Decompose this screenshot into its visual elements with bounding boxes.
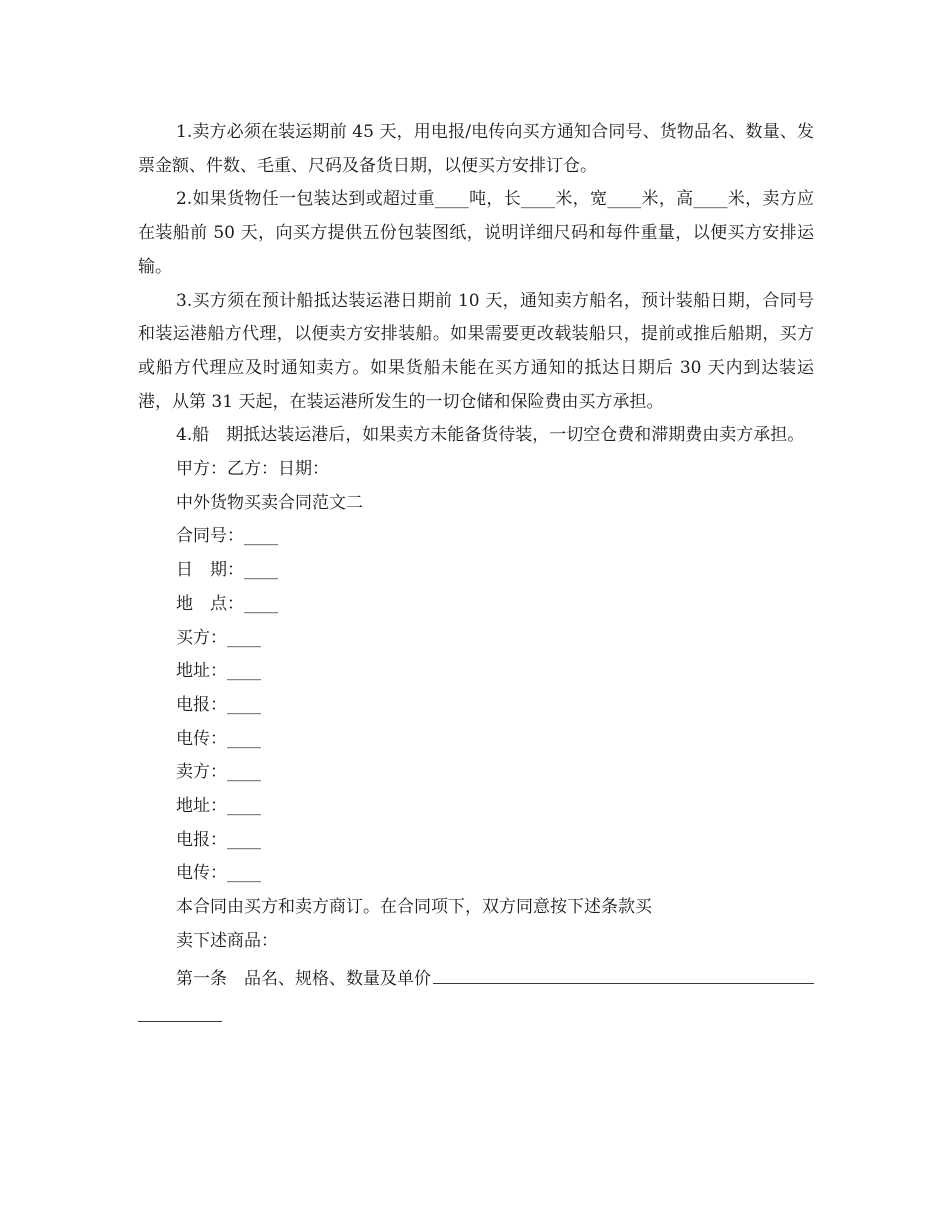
intro-line-2: 卖下述商品：	[176, 930, 278, 951]
field-seller-address: 地址：____	[176, 796, 261, 817]
field-seller-telex: 电传：____	[176, 863, 261, 884]
clause-4: 4.船 期抵达装运港后，如果卖方未能备货待装，一切空仓费和滞期费由卖方承担。	[176, 425, 805, 446]
contract-heading: 中外货物买卖合同范文二	[176, 492, 363, 513]
field-buyer-address: 地址：____	[176, 661, 261, 682]
article-1-blank-rule	[433, 959, 814, 984]
field-seller-telegram: 电报：____	[176, 829, 261, 850]
article-1-label: 第一条 品名、规格、数量及单价	[176, 968, 431, 989]
clause-2: 2.如果货物任一包装达到或超过重____吨，长____米，宽____米，高____米，卖方应在装船前 50 天，向买方提供五份包装图纸，说明详细尺码和每件重量，以便买方安排运输。	[138, 189, 814, 277]
signature-line: 甲方：乙方：日期：	[176, 459, 329, 480]
clause-1: 1.卖方必须在装运期前 45 天，用电报/电传向买方通知合同号、货物品名、数量、发票金额、件数、毛重、尺码及备货日期，以便买方安排订仓。	[138, 122, 814, 176]
field-buyer-telegram: 电报：____	[176, 694, 261, 715]
field-buyer-telex: 电传：____	[176, 728, 261, 749]
field-buyer: 买方：____	[176, 627, 261, 648]
field-date: 日 期：____	[176, 560, 278, 581]
document-body	[138, 116, 814, 1022]
intro-line-1: 本合同由买方和卖方商订。在合同项下，双方同意按下述条款买	[176, 897, 652, 918]
article-1-continuation-rule	[138, 997, 222, 1022]
article-1-row	[138, 959, 814, 997]
field-place: 地 点：____	[176, 593, 278, 614]
clause-3: 3.买方须在预计船抵达装运港日期前 10 天，通知卖方船名，预计装船日期，合同号和装运港船方代理，以便卖方安排装船。如果需要更改载装船只，提前或推后船期，买方或船方代理应及时通知卖方。如果货船未能在买方通知的抵达日期后 30 天内到达装运港，从第 31 天起，在装运港所发生的一切仓储和保险费由买方承担。	[138, 290, 814, 412]
field-contract-no: 合同号：____	[176, 526, 278, 547]
field-seller: 卖方：____	[176, 762, 261, 783]
